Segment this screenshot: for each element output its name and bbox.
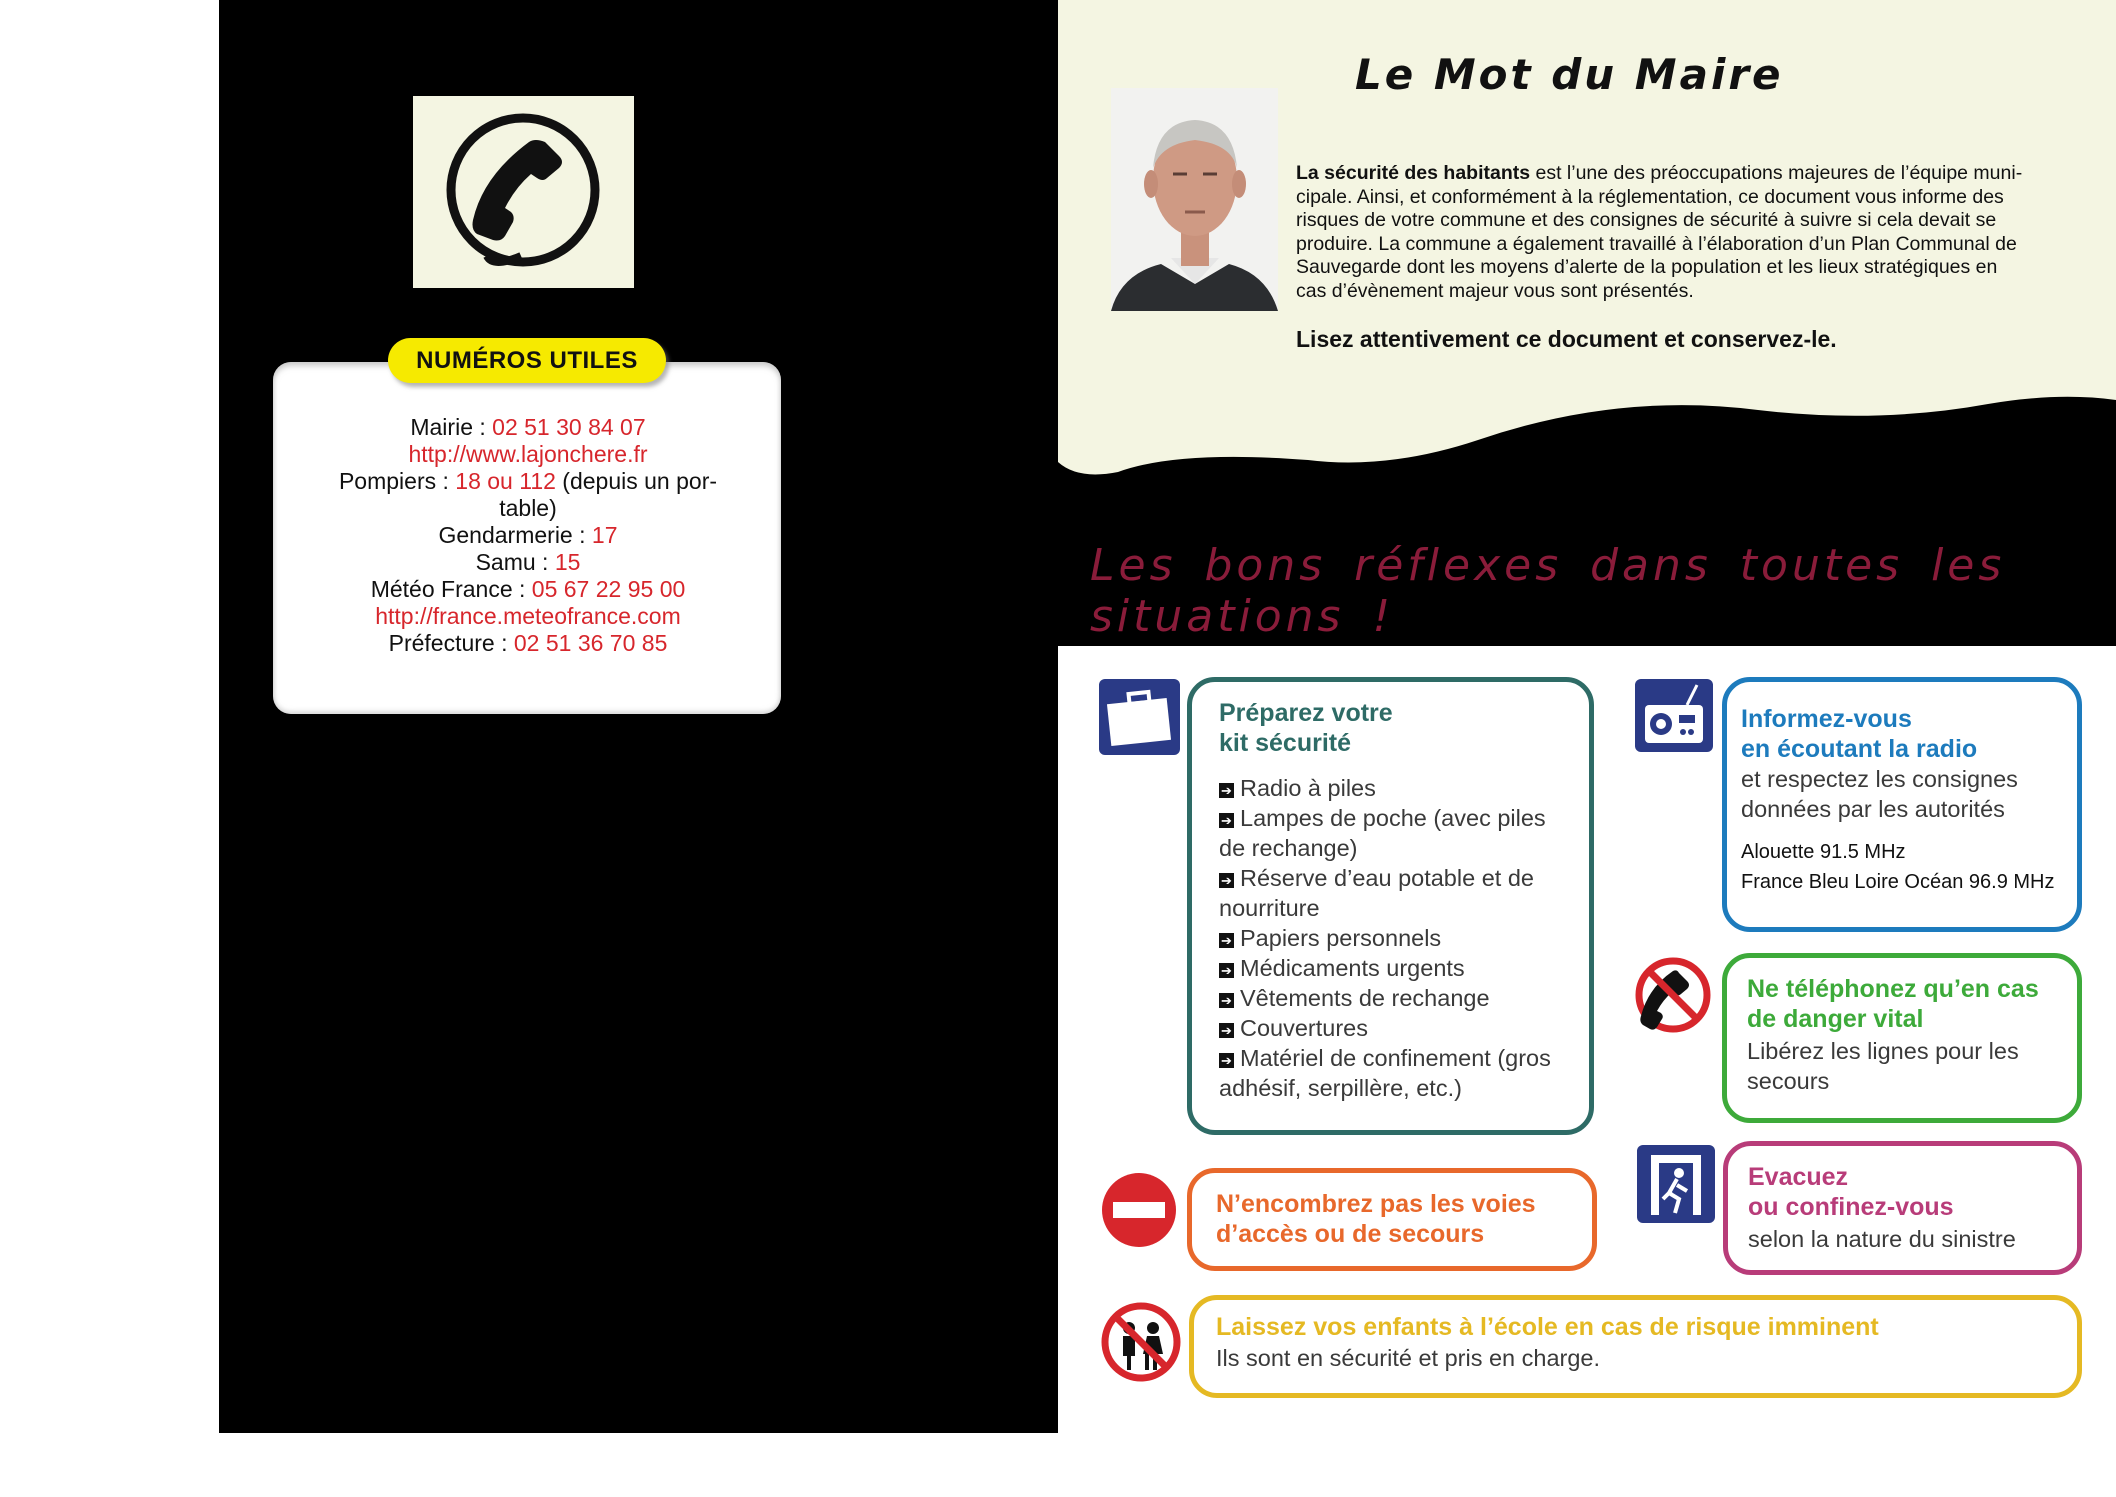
mairie-line: Mairie : 02 51 30 84 07 [410,414,646,440]
kit-title-2: kit sécurité [1219,729,1352,757]
radio-text-2: données par les autorités [1741,796,2005,822]
suitcase-icon [1099,679,1180,755]
radio-card [1722,677,2082,932]
samu-number: 15 [554,549,581,575]
access-title-2: d’accès ou de secours [1216,1220,1485,1248]
no-entry-icon [1099,1170,1179,1250]
mairie-phone: 02 51 30 84 07 [492,414,646,440]
arrow-right-icon: ➔ [1219,1053,1234,1068]
phone-danger-card [1722,953,2082,1123]
kit-item: ➔ Matériel de confinement (gros [1219,1043,1589,1073]
evacuate-title-2: ou confinez-vous [1748,1193,1954,1221]
kit-item: ➔ Vêtements de rechange [1219,983,1589,1013]
radio-station-1: Alouette 91.5 MHz [1741,841,1906,863]
kit-item: ➔ Papiers personnels [1219,923,1589,953]
children-card [1189,1295,2082,1398]
evacuate-card [1723,1141,2082,1275]
arrow-right-icon: ➔ [1219,933,1234,948]
evacuation-icon [1637,1145,1715,1223]
mayor-closing: Lisez attentivement ce document et conservez-le. [1296,326,1837,352]
evacuate-text: selon la nature du sinistre [1748,1226,2016,1252]
radio-title-1: Informez-vous [1741,705,1912,733]
gendarmerie-number: 17 [591,522,618,548]
kit-card [1187,677,1594,1135]
children-title: Laissez vos enfants à l’école en cas de risque imminent [1216,1313,1879,1341]
phone-text-1: Libérez les lignes pour les [1747,1038,2019,1064]
access-title-1: N’encombrez pas les voies [1216,1190,1536,1218]
kit-item: ➔ Réserve d’eau potable et de [1219,863,1589,893]
phone-title-1: Ne téléphonez qu’en cas [1747,975,2039,1003]
kit-list [1219,773,1589,1103]
mayor-portrait-image [1111,88,1278,311]
pompiers-line: Pompiers : 18 ou 112 (depuis un por- [338,468,718,494]
useful-numbers-list [303,414,753,657]
mayor-photo [1111,88,1278,311]
kit-item-cont: de rechange) [1219,835,1358,861]
phone-text-2: secours [1747,1068,1830,1094]
kit-item-cont: nourriture [1219,895,1320,921]
phone-icon-box [413,96,634,288]
kit-item: ➔ Médicaments urgents [1219,953,1589,983]
gendarmerie-line: Gendarmerie : 17 [438,522,618,548]
arrow-right-icon: ➔ [1219,1023,1234,1038]
arrow-right-icon: ➔ [1219,993,1234,1008]
no-phone-icon [1633,955,1713,1035]
mairie-url-link[interactable]: http://www.lajonchere.fr [408,441,648,467]
no-children-icon [1099,1300,1183,1384]
pompiers-numbers: 18 ou 112 [455,468,556,494]
arrow-right-icon: ➔ [1219,873,1234,888]
kit-title-1: Préparez votre [1219,699,1393,727]
radio-icon [1635,679,1713,752]
meteo-url-link[interactable]: http://france.meteofrance.com [375,603,681,629]
arrow-right-icon: ➔ [1219,813,1234,828]
pompiers-note-cont: table) [499,495,557,521]
arrow-right-icon: ➔ [1219,783,1234,798]
useful-numbers-title: NUMÉROS UTILES [388,338,666,383]
phone-icon [413,96,634,288]
access-card [1187,1168,1597,1271]
meteo-phone: 05 67 22 95 00 [531,576,686,602]
children-text: Ils sont en sécurité et pris en charge. [1216,1345,1601,1371]
kit-item-cont: adhésif, serpillère, etc.) [1219,1075,1462,1101]
mayor-message: La sécurité des habitants est l’une des préoccupations majeures de l’équipe muni- cipale. Ainsi, et conformément à la réglementation, ce document vous informe des risques de votre commune et des consignes de sécurité à suivre si cela devait se produire. La commune a également travaillé à l’élaboration d’un Plan Communal de Sauvegarde dont les moyens d’alerte de la population et les lieux stratégiques en cas d’évènement majeur vous sont présentés. [1296,162,2023,302]
arrow-right-icon: ➔ [1219,963,1234,978]
radio-text-1: et respectez les consignes [1741,766,2018,792]
prefecture-phone: 02 51 36 70 85 [513,630,668,656]
prefecture-line: Préfecture : 02 51 36 70 85 [388,630,668,656]
radio-title-2: en écoutant la radio [1741,735,1978,763]
kit-item: ➔ Couvertures [1219,1013,1589,1043]
kit-item: ➔ Lampes de poche (avec piles [1219,803,1589,833]
phone-title-2: de danger vital [1747,1005,1924,1033]
mayor-word-title: Le Mot du Maire [1355,50,1784,99]
radio-station-2: France Bleu Loire Océan 96.9 MHz [1741,871,2055,893]
kit-item: ➔ Radio à piles [1219,773,1589,803]
samu-line: Samu : 15 [475,549,581,575]
evacuate-title-1: Evacuez [1748,1163,1849,1191]
mayor-message-lead: La sécurité des habitants [1296,162,1531,184]
left-panel [219,0,1058,1433]
reflexes-title: Les bons réflexes dans toutes les situations ! [1090,540,2006,642]
meteo-line: Météo France : 05 67 22 95 00 [370,576,686,602]
